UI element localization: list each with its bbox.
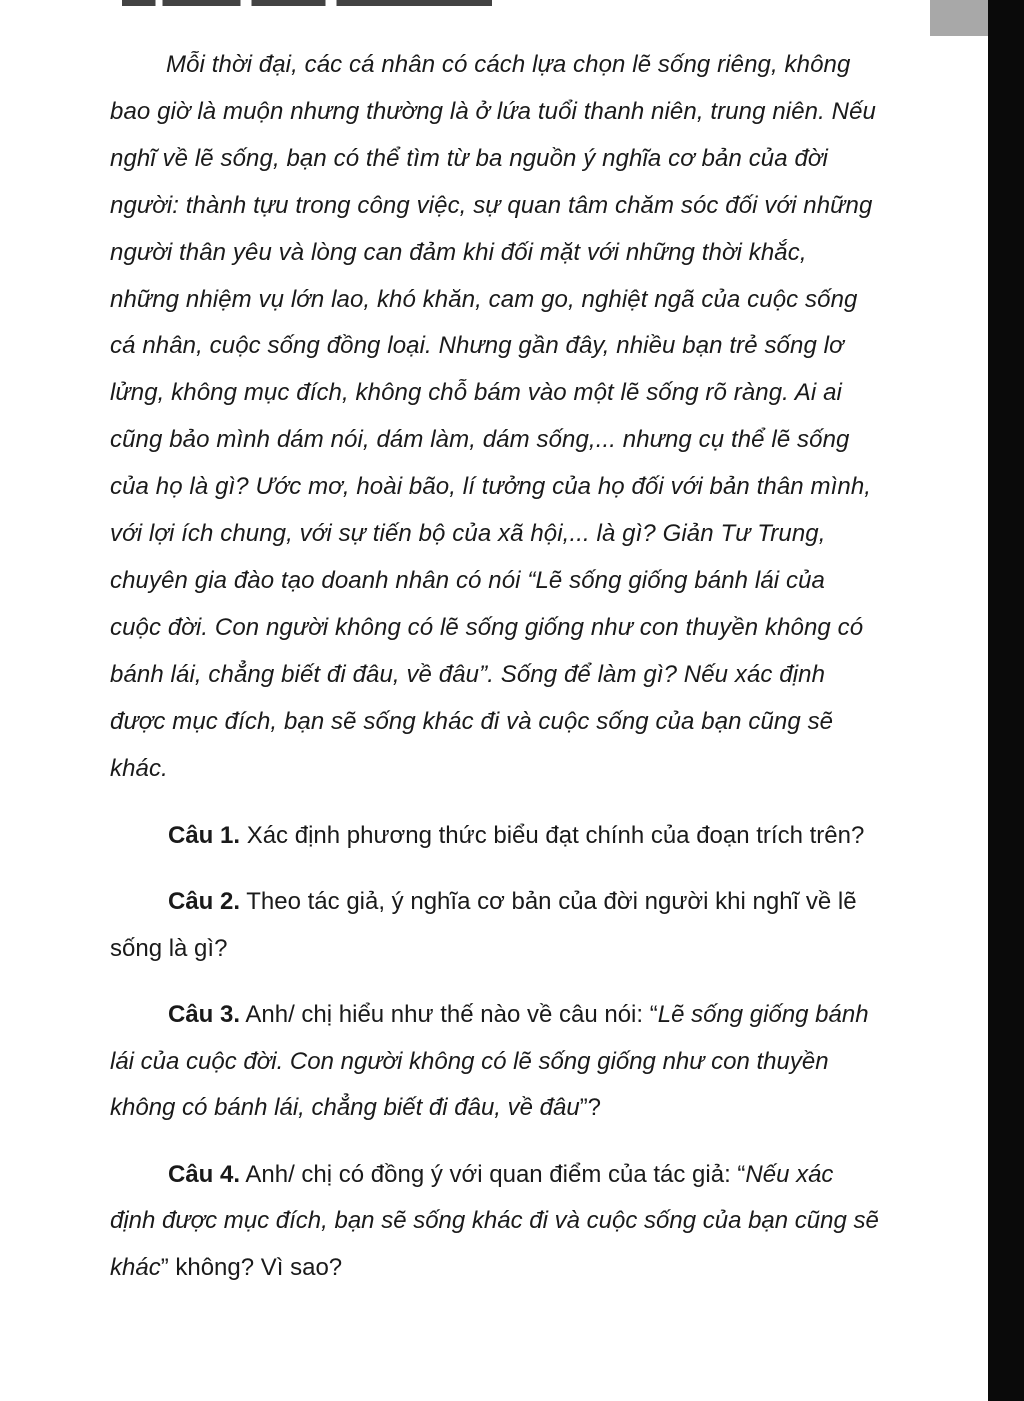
question-4-text-before: Anh/ chị có đồng ý với quan điểm của tác giả: “ (240, 1160, 746, 1188)
question-1-label: Câu 1. (168, 821, 241, 849)
question-3-text-after: ”? (579, 1094, 602, 1121)
question-1-text: Xác định phương thức biểu đạt chính của đoạn trích trên? (240, 821, 865, 849)
document-body (110, 42, 882, 1291)
question-3-text-before: Anh/ chị hiểu như thế nào về câu nói: “ (240, 1001, 658, 1028)
question-3 (110, 992, 882, 1132)
cropped-text-line (122, 0, 492, 6)
reading-passage: Mỗi thời đại, các cá nhân có cách lựa chọn lẽ sống riêng, không bao giờ là muộn nhưng thường là ở lứa tuổi thanh niên, trung niên. Nếu nghĩ về lẽ sống, bạn có thể tìm từ ba nguồn ý nghĩa cơ bản của đời người: thành tựu trong công việc, sự quan tâm chăm sóc đối với những người thân yêu và lòng can đảm khi đối mặt với những thời khắc, những nhiệm vụ lớn lao, khó khăn, cam go, nghiệt ngã của cuộc sống cá nhân, cuộc sống đồng loại. Nhưng gần đây, nhiều bạn trẻ sống lơ lửng, không mục đích, không chỗ bám vào một lẽ sống rõ ràng. Ai ai cũng bảo mình dám nói, dám làm, dám sống,... nhưng cụ thể lẽ sống của họ là gì? Ước mơ, hoài bão, lí tưởng của họ đối với bản thân mình, với lợi ích chung, với sự tiến bộ của xã hội,... là gì? Giản Tư Trung, chuyên gia đào tạo doanh nhân có nói “Lẽ sống giống bánh lái của cuộc đời. Con người không có lẽ sống giống như con thuyền không có bánh lái, chẳng biết đi đâu, về đâu”. Sống để làm gì? Nếu xác định được mục đích, bạn sẽ sống khác đi và cuộc sống của bạn cũng sẽ khác. (110, 51, 876, 782)
question-4-quote: Nếu xác định được mục đích, bạn sẽ sống khác đi và cuộc sống của bạn cũng sẽ khác (110, 1160, 879, 1281)
scrollbar-thumb[interactable] (930, 0, 988, 36)
question-4 (110, 1152, 882, 1292)
question-4-text-after: ” không? Vì sao? (160, 1253, 343, 1281)
window-edge (988, 0, 1024, 1401)
question-3-quote: Lẽ sống giống bánh lái của cuộc đời. Con người không có lẽ sống giống như con thuyền không có bánh lái, chẳng biết đi đâu, về đâu (110, 1001, 869, 1121)
question-2-label: Câu 2. (168, 888, 241, 915)
question-2-text: Theo tác giả, ý nghĩa cơ bản của đời người khi nghĩ về lẽ sống là gì? (110, 888, 857, 962)
question-3-label: Câu 3. (168, 1001, 241, 1028)
question-4-label: Câu 4. (168, 1160, 241, 1188)
question-1 (110, 813, 882, 860)
question-2 (110, 879, 882, 972)
